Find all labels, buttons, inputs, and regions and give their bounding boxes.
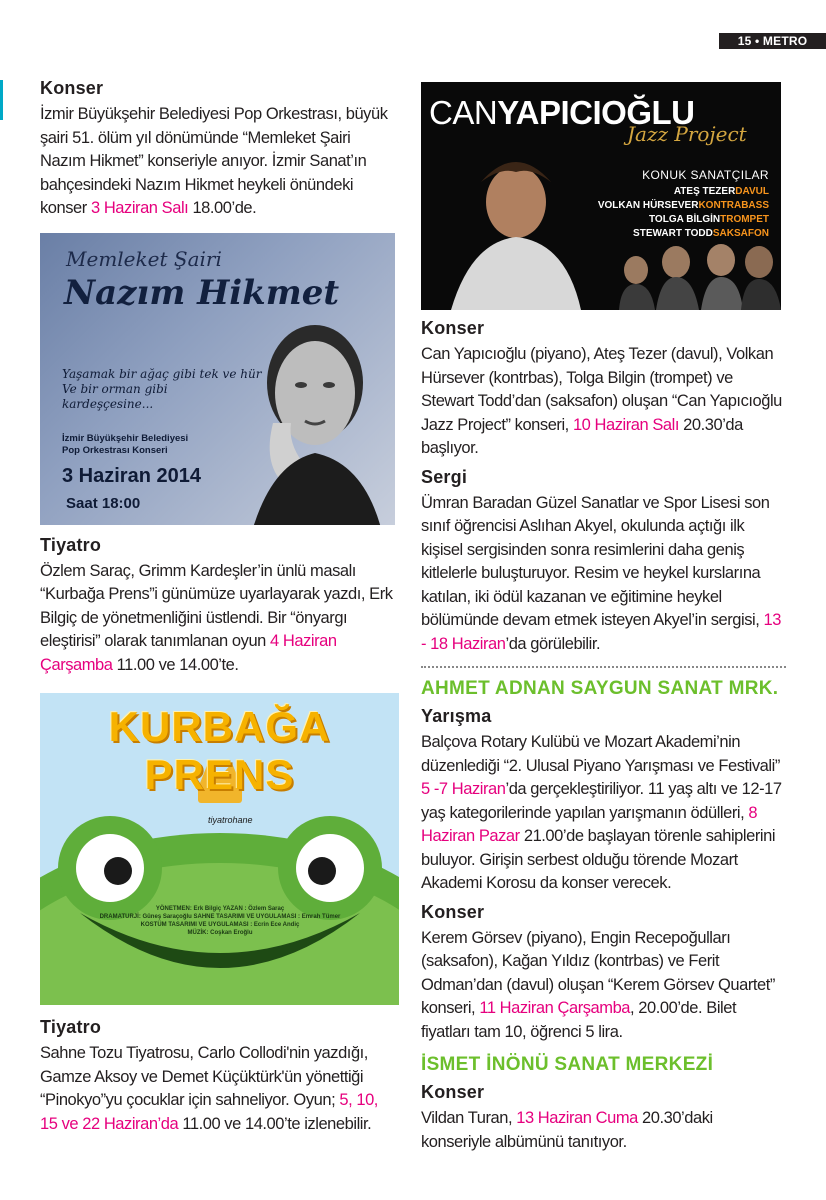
event-text: Özlem Saraç, Grimm Kardeşler’in ünlü masalı “Kurbağa Prens”i günümüze uyarlayarak yazdı, Erk Bilgiç de yönetmenliğini üstlendi. Bir “önyargı eleştirisi” olarak tanımlanan oyun 4 Haziran Çarşamba 11.00 ve 14.00’te. — [40, 561, 393, 674]
guest-line: TOLGA BİLGİNTROMPET — [649, 214, 769, 225]
divider — [421, 666, 786, 668]
event-date: 3 Haziran Salı — [90, 199, 189, 217]
event-date: 4 Haziran Çarşamba — [40, 632, 337, 674]
section-heading: Konser — [40, 78, 104, 98]
guest-line: VOLKAN HÜRSEVERKONTRABASS — [597, 200, 769, 211]
portrait-image — [243, 313, 381, 525]
event-text: Balçova Rotary Kulübü ve Mozart Akademi’nin düzenlediği “2. Ulusal Piyano Yarışması ve Festivali” 5 -7 Haziran’da gerçekleştiriliyor. 11 yaş altı ve 12-17 yaş kategorilerinde yapılan yarışmanın ödülleri, 8 Haziran Pazar 21.00’de başlayan törenle sahiplerini buluyor. Girişin serbest olduğu törende Mozart Akademi Korosu da konser verecek. — [421, 733, 782, 892]
event-date: 13 Haziran Cuma — [516, 1109, 638, 1127]
section-heading: Konser — [421, 318, 485, 338]
section-heading: Yarışma — [421, 706, 492, 726]
poster-quote: Yaşamak bir ağaç gibi tek ve hür Ve bir orman gibi kardeşçesine... — [62, 366, 262, 411]
section-heading: Sergi — [421, 466, 468, 487]
poster-title: KURBAĞA PRENS — [108, 703, 331, 798]
poster-title: CANYAPICIOĞLU — [429, 94, 695, 131]
section-heading: Konser — [421, 901, 485, 922]
poster-subtitle: Jazz Project — [627, 122, 747, 146]
page-number-tag: 15 • METRO — [719, 33, 826, 49]
guest-line: ATEŞ TEZERDAVUL — [673, 186, 769, 197]
event-date: 11 Haziran Çarşamba — [479, 999, 631, 1017]
event-date: 5, 10, 15 ve 22 Haziran’da — [40, 1091, 378, 1133]
left-accent-bar — [0, 80, 3, 120]
event-date: 13 - 18 Haziran — [421, 611, 781, 653]
event-date: 8 Haziran Pazar — [421, 803, 758, 845]
poster-date: 3 Haziran 2014 — [62, 464, 201, 487]
event-text: Vildan Turan, 13 Haziran Cuma 20.30’daki konseriyle albümünü tanıtıyor. — [421, 1109, 713, 1151]
poster-organizer: İzmir Büyükşehir Belediyesi Pop Orkestrası Konseri — [62, 432, 189, 456]
kurbaga-prens-poster — [40, 693, 399, 1005]
poster-title: Nazım Hikmet — [64, 272, 340, 313]
venue-heading: AHMET ADNAN SAYGUN SANAT MRK. — [421, 678, 779, 699]
poster-guests-title: KONUK SANATÇILAR — [642, 168, 769, 182]
poster-time: Saat 18:00 — [66, 494, 141, 512]
event-date: 5 -7 Haziran — [421, 780, 506, 798]
nazim-hikmet-poster — [40, 233, 395, 525]
guest-line: STEWART TODDSAKSAFON — [633, 228, 769, 239]
poster-brand: tiyatrohane — [208, 815, 253, 825]
poster-top-line: Memleket Şairi — [66, 246, 222, 271]
poster-credits: YÖNETMEN: Erk Bilgiç YAZAN : Özlem Saraç DRAMATURJİ: Güneş Saraçoğlu SAHNE TASARIMI VE UYGULAMASI : Emrah Tümer KOSTÜM TASARIMI VE UYGULAMASI : Ecrin Ece Andiç MÜZİK: Coşkan Eroğlu — [99, 906, 341, 936]
right-column — [421, 82, 786, 1154]
event-text: Sahne Tozu Tiyatrosu, Carlo Collodi'nin yazdığı, Gamze Aksoy ve Demet Küçüktürk'ün yönettiği “Pinokyo”yu çocuklar için sahneliyor. Oyun; 5, 10, 15 ve 22 Haziran’da 11.00 ve 14.00’te izlenebilir. — [40, 1044, 378, 1133]
venue-heading: İSMET İNÖNÜ SANAT MERKEZİ — [421, 1054, 714, 1075]
section-heading: Tiyatro — [40, 1017, 102, 1037]
left-column — [40, 78, 398, 1136]
can-yapicioglu-poster — [421, 82, 781, 310]
section-heading: Konser — [421, 1082, 485, 1102]
event-text: Ümran Baradan Güzel Sanatlar ve Spor Lisesi son sınıf öğrencisi Aslıhan Akyel, okulunda açtığı ilk kişisel sergisinden sonra resimlerini daha geniş kitlelerle buluşturuyor. Resim ve heykel kurslarına katılan, iki ödül kazanan ve eğitimine heykel bölümünde devam etmek isteyen Akyel’in sergisi, 13 - 18 Haziran’da görülebilir. — [421, 493, 781, 653]
event-text: İzmir Büyükşehir Belediyesi Pop Orkestrası, büyük şairi 51. ölüm yıl dönümünde “Memleket Şairi Nazım Hikmet” konseriyle anıyor. İzmir Sanat’ın bahçesindeki Nazım Hikmet heykeli önündeki konser 3 Haziran Salı 18.00’de. — [40, 105, 388, 217]
event-text: Kerem Görsev (piyano), Engin Recepoğulları (saksafon), Kağan Yıldız (kontrbas) ve Ferit Odman’dan (davul) oluşan “Kerem Görsev Quartet” konseri, 11 Haziran Çarşamba, 20.00’de. Bilet fiyatları tam 10, öğrenci 5 lira. — [421, 928, 775, 1041]
event-text: Can Yapıcıoğlu (piyano), Ateş Tezer (davul), Volkan Hürsever (kontrbas), Tolga Bilgin (trompet) ve Stewart Todd’dan (saksafon) oluşan “Can Yapıcıoğlu Jazz Project” konseri, 10 Haziran Salı 20.30’da başlıyor. — [421, 345, 782, 457]
event-date: 10 Haziran Salı — [572, 415, 680, 434]
section-heading: Tiyatro — [40, 534, 102, 555]
